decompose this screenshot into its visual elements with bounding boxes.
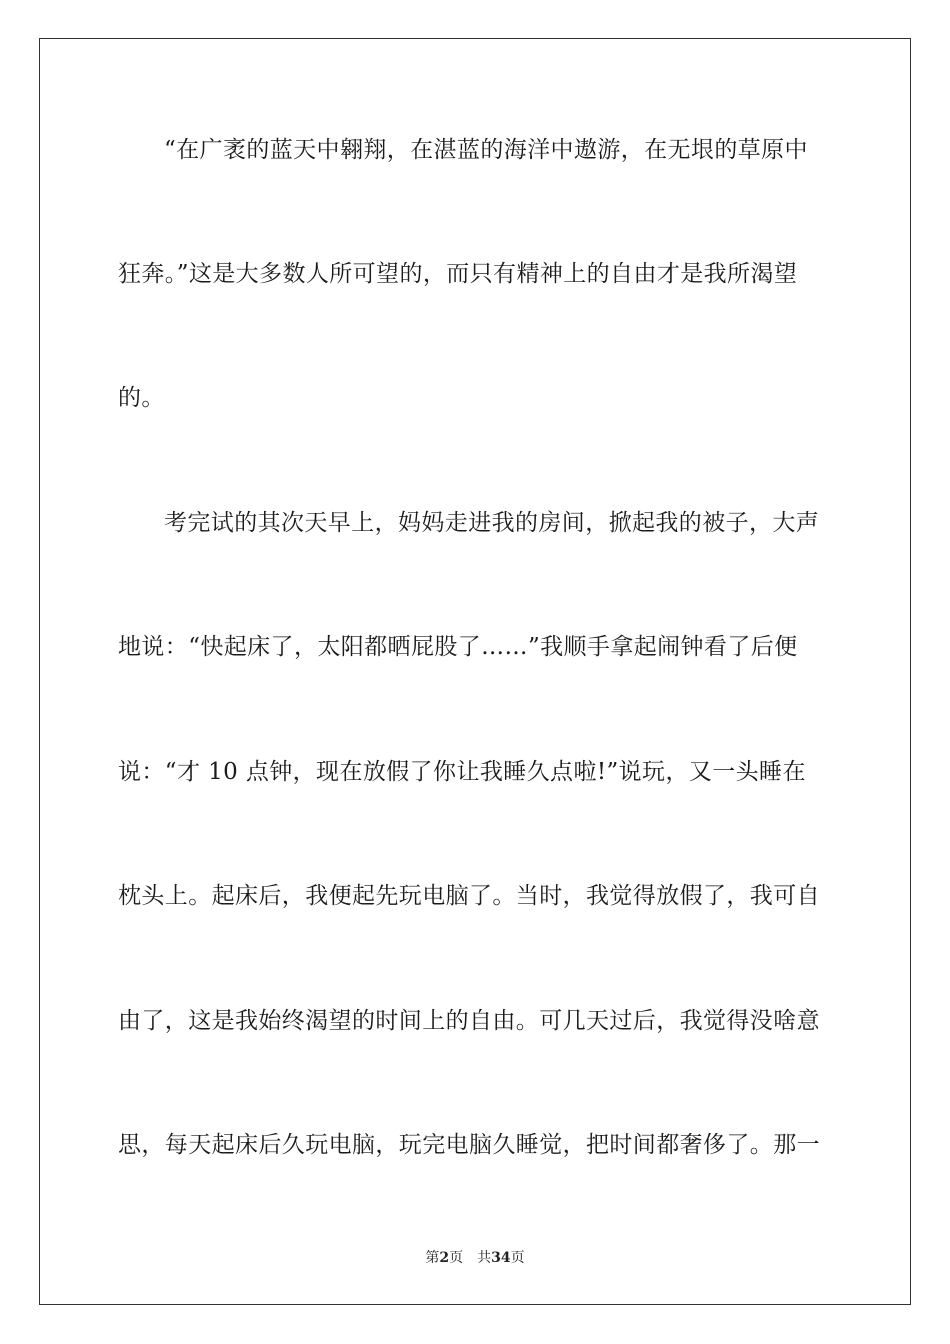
text-line-9: 思，每天起床后久玩电脑，玩完电脑久睡觉，把时间都奢侈了。那一: [118, 1132, 820, 1158]
total-pages: 34: [491, 1250, 511, 1266]
page-border: [39, 38, 911, 1305]
total-prefix: 共: [477, 1250, 492, 1266]
page-footer: [0, 1247, 950, 1267]
text-line-7: 枕头上。起床后，我便起先玩电脑了。当时，我觉得放假了，我可自: [118, 883, 820, 909]
text-line-3: 的。: [118, 385, 165, 411]
text-line-2: 狂奔。”这是大多数人所可望的，而只有精神上的自由才是我所渴望: [118, 261, 798, 287]
text-line-5: 地说：“快起床了，太阳都晒屁股了……”我顺手拿起闹钟看了后便: [118, 634, 798, 660]
page-prefix: 第: [425, 1250, 440, 1266]
text-line-4: 考完试的其次天早上，妈妈走进我的房间，掀起我的被子，大声: [164, 510, 820, 536]
total-suffix: 页: [510, 1250, 525, 1266]
text-line-6: 说：“才 10 点钟，现在放假了你让我睡久点啦!”说玩，又一头睡在: [118, 759, 806, 785]
page-number: 2: [439, 1250, 450, 1266]
text-line-8: 由了，这是我始终渴望的时间上的自由。可几天过后，我觉得没啥意: [118, 1008, 820, 1034]
page-suffix: 页: [449, 1250, 464, 1266]
text-line-1: “在广袤的蓝天中翱翔，在湛蓝的海洋中遨游，在无垠的草原中: [164, 137, 808, 163]
